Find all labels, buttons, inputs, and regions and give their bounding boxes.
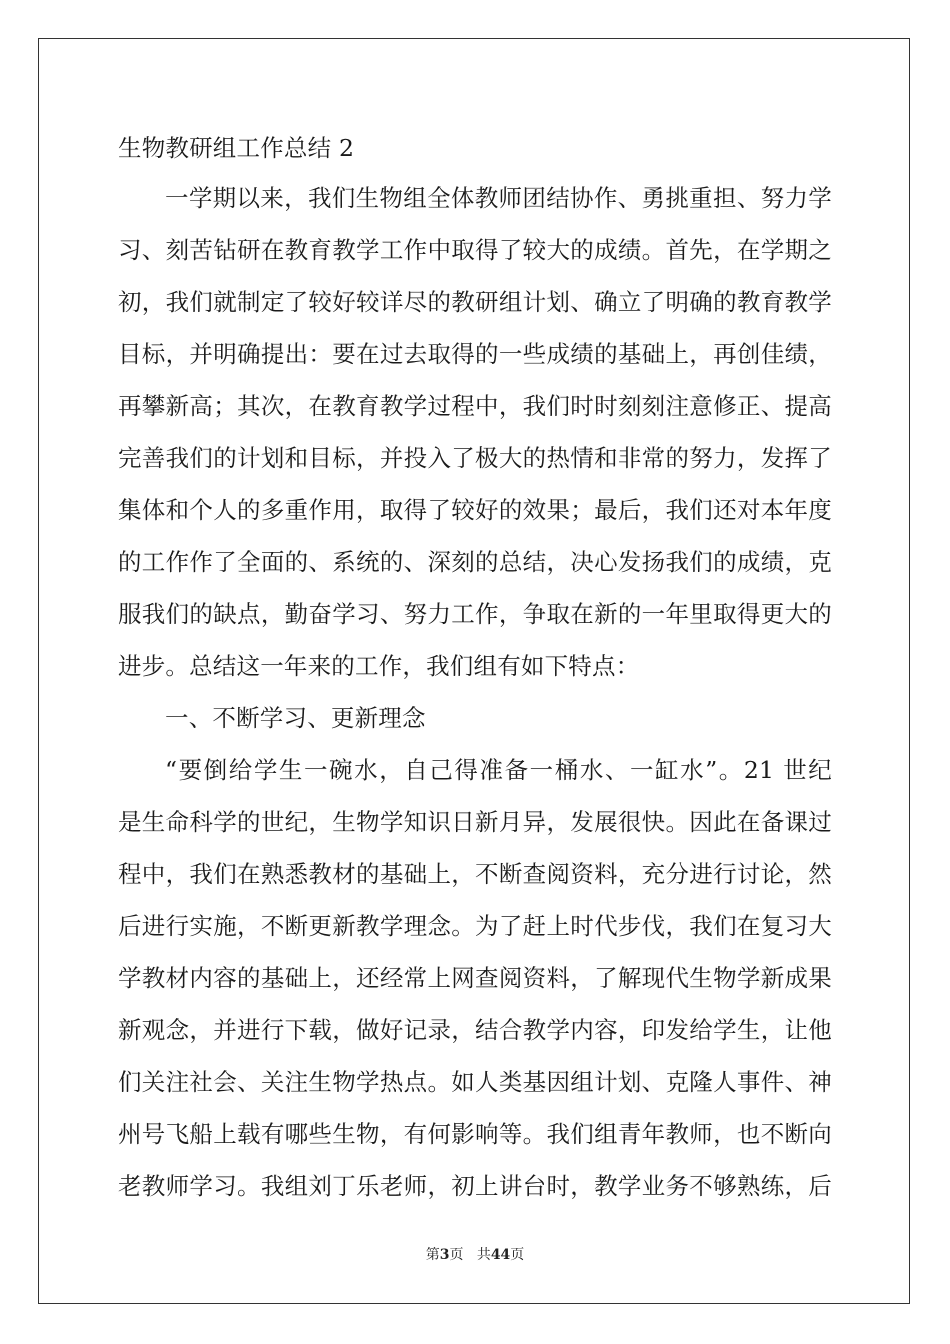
paragraph-line: 老教师学习。我组刘丁乐老师，初上讲台时，教学业务不够熟练，后 [118,1172,832,1200]
paragraph-line: 一学期以来，我们生物组全体教师团结协作、勇挑重担、努力学 [165,184,832,212]
paragraph-line: 集体和个人的多重作用，取得了较好的效果；最后，我们还对本年度 [118,496,832,524]
total-prefix: 共 [476,1247,491,1263]
paragraph-line: 的工作作了全面的、系统的、深刻的总结，决心发扬我们的成绩，克 [118,548,832,576]
paragraph-line: 完善我们的计划和目标，并投入了极大的热情和非常的努力，发挥了 [118,444,832,472]
total-pages: 44 [490,1247,511,1263]
page-suffix: 页 [449,1247,464,1263]
paragraph-line: 是生命科学的世纪，生物学知识日新月异，发展很快。因此在备课过 [118,808,832,836]
paragraph-line: 州号飞船上载有哪些生物，有何影响等。我们组青年教师，也不断向 [118,1120,832,1148]
paragraph-line: 初，我们就制定了较好较详尽的教研组计划、确立了明确的教育教学 [118,288,832,316]
document-title: 生物教研组工作总结 2 [118,134,355,162]
paragraph-line: 新观念，并进行下载，做好记录，结合教学内容，印发给学生，让他 [118,1016,832,1044]
paragraph-line: “要倒给学生一碗水，自己得准备一桶水、一缸水”。21 世纪 [165,756,832,784]
paragraph-line: 服我们的缺点，勤奋学习、努力工作，争取在新的一年里取得更大的 [118,600,832,628]
paragraph-line: 习、刻苦钻研在教育教学工作中取得了较大的成绩。首先，在学期之 [118,236,832,264]
paragraph-line: 学教材内容的基础上，还经常上网查阅资料，了解现代生物学新成果 [118,964,832,992]
paragraph-line: 进步。总结这一年来的工作，我们组有如下特点： [118,652,640,680]
page-number: 3 [439,1247,450,1263]
paragraph-line: 后进行实施，不断更新教学理念。为了赶上时代步伐，我们在复习大 [118,912,832,940]
paragraph-line: 程中，我们在熟悉教材的基础上，不断查阅资料，充分进行讨论，然 [118,860,832,888]
section-heading: 一、不断学习、更新理念 [165,704,426,732]
page-prefix: 第 [425,1247,440,1263]
paragraph-line: 再攀新高；其次，在教育教学过程中，我们时时刻刻注意修正、提高 [118,392,832,420]
page-footer [0,1245,950,1265]
total-suffix: 页 [510,1247,525,1263]
paragraph-line: 目标，并明确提出：要在过去取得的一些成绩的基础上，再创佳绩， [118,340,832,368]
paragraph-line: 们关注社会、关注生物学热点。如人类基因组计划、克隆人事件、神 [118,1068,832,1096]
